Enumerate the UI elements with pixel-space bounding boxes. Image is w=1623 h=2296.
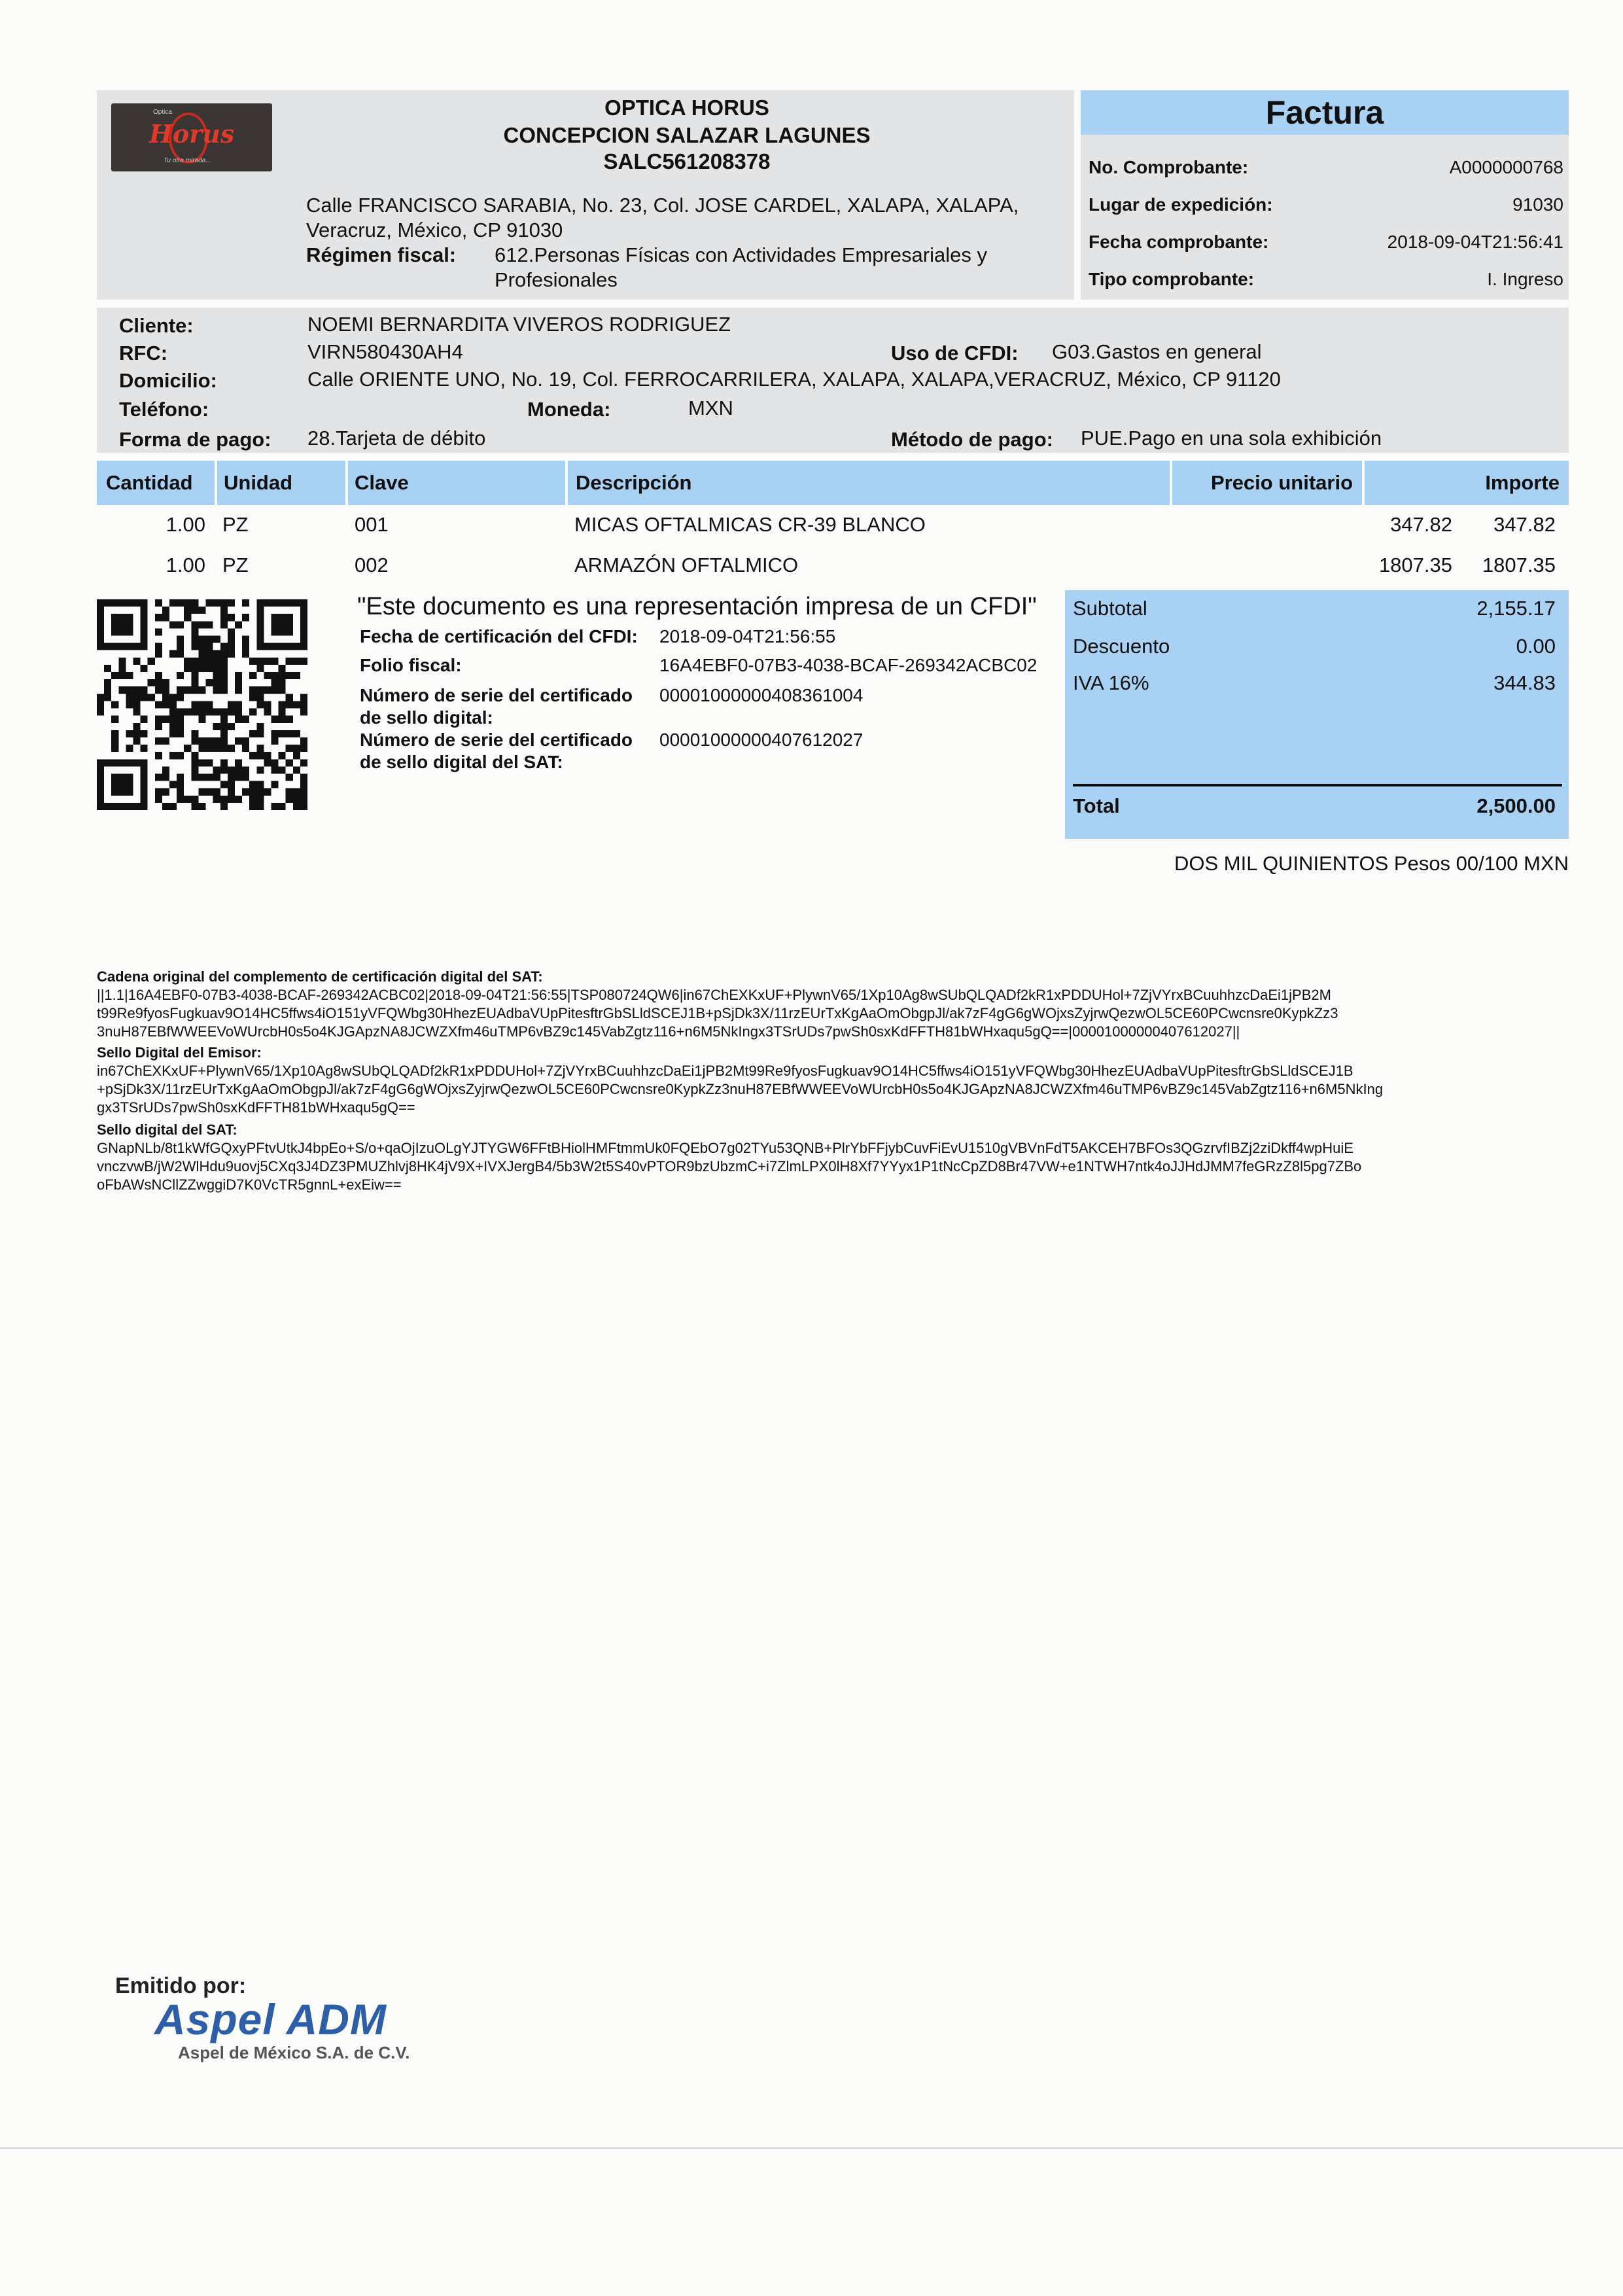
domicilio-value: Calle ORIENTE UNO, No. 19, Col. FERROCARRILERA, XALAPA, XALAPA,VERACRUZ, México, CP 91120 bbox=[307, 368, 1281, 391]
fecha-certificacion-label: Fecha de certificación del CFDI: bbox=[360, 626, 638, 646]
table-row bbox=[97, 506, 1569, 547]
cadena-original-line: t99Re9fyosFugkuav9O14HC5ffws4iO151yVFQWbg30HhezEUAdbaVUpPitesftrGbSLldSCEJ1B+pSjDk3X/11rzEUrTxKgAaOmObgpJl/ak7zF4gG6gWOjxsZyjrwQezwOL5CE60PCwcnsre0KypkZz3 bbox=[97, 1005, 1338, 1021]
sello-emisor-line: gx3TSrUDs7pwSh0sxKdFFTH81bWHxaqu5gQ== bbox=[97, 1099, 415, 1116]
col-header-clave: Clave bbox=[348, 461, 565, 505]
uso-cfdi-value: G03.Gastos en general bbox=[1052, 340, 1262, 363]
serie-emisor-label-1: Número de serie del certificado bbox=[360, 685, 633, 705]
forma-pago-label: Forma de pago: bbox=[119, 428, 271, 451]
fecha-certificacion-value: 2018-09-04T21:56:55 bbox=[659, 626, 836, 646]
issuer-address-line2: Veracruz, México, CP 91030 bbox=[306, 219, 563, 241]
sello-sat-line: oFbAWsNCllZZwggiD7K0VcTR5gnnL+exEiw== bbox=[97, 1176, 402, 1193]
cell-clave: 001 bbox=[355, 513, 389, 536]
serie-sat-value: 00001000000407612027 bbox=[659, 730, 864, 750]
regimen-label: Régimen fiscal: bbox=[306, 243, 457, 266]
metodo-pago-value: PUE.Pago en una sola exhibición bbox=[1081, 427, 1382, 450]
fecha-comprobante-label: Fecha comprobante: bbox=[1089, 232, 1269, 252]
sello-emisor-line: in67ChEXKxUF+PlywnV65/1Xp10Ag8wSUbQLQADf2kR1xPDDUHol+7ZjVYrxBCuuhhzcDaEi1jPB2Mt99Re9fyosFugkuav9O14HC5ffws4iO151yVFQWbg30HhezEUAdbaVUpPitesftrGbSLldSCEJ1B bbox=[97, 1063, 1353, 1079]
col-header-importe: Importe bbox=[1365, 461, 1569, 505]
total-label: Total bbox=[1073, 794, 1120, 817]
cadena-original-line: 3nuH87EBfWWEEVoWUrcbH0s5o4KJGApzNA8JCWZXfm46uTMP6vBZ9c145VabZgtz116+n6M5NkIngx3TSrUDs7pwSh0sxKdFFTH81bWHxaqu5gQ==|00001000000407612027|| bbox=[97, 1023, 1240, 1040]
forma-pago-value: 28.Tarjeta de débito bbox=[307, 427, 486, 450]
optica-horus-logo: Optica Horus Tu otra mirada... bbox=[111, 103, 272, 171]
folio-fiscal-value: 16A4EBF0-07B3-4038-BCAF-269342ACBC02 bbox=[659, 655, 1038, 675]
total-value: 2,500.00 bbox=[1476, 794, 1556, 817]
cliente-label: Cliente: bbox=[119, 314, 194, 337]
tipo-comprobante-value: I. Ingreso bbox=[1487, 269, 1563, 289]
cell-descripcion: MICAS OFTALMICAS CR-39 BLANCO bbox=[574, 513, 926, 536]
page-bottom-edge bbox=[0, 2147, 1623, 2149]
col-header-cantidad: Cantidad bbox=[97, 461, 215, 505]
cfdi-statement: "Este documento es una representación impresa de un CFDI" bbox=[357, 593, 1037, 620]
sello-sat-label: Sello digital del SAT: bbox=[97, 1122, 237, 1138]
invoice-title: Factura bbox=[1265, 94, 1384, 131]
metodo-pago-label: Método de pago: bbox=[891, 428, 1053, 451]
cadena-original-line: ||1.1|16A4EBF0-07B3-4038-BCAF-269342ACBC02|2018-09-04T21:56:55|TSP080724QW6|in67ChEXKxUF+PlywnV65/1Xp10Ag8wSUbQLQADf2kR1xPDDUHol+7ZjVYrxBCuuhhzcDaEi1jPB2M bbox=[97, 987, 1331, 1003]
cell-cantidad: 1.00 bbox=[166, 513, 205, 536]
subtotal-label: Subtotal bbox=[1073, 597, 1147, 620]
no-comprobante-label: No. Comprobante: bbox=[1089, 157, 1249, 177]
subtotal-value: 2,155.17 bbox=[1476, 597, 1556, 620]
emitido-por-label: Emitido por: bbox=[115, 1973, 247, 1998]
uso-cfdi-label: Uso de CFDI: bbox=[891, 342, 1019, 364]
cell-descripcion: ARMAZÓN OFTALMICO bbox=[574, 554, 799, 576]
iva-value: 344.83 bbox=[1493, 671, 1556, 694]
serie-emisor-value: 00001000000408361004 bbox=[659, 685, 864, 705]
owner-name: CONCEPCION SALAZAR LAGUNES bbox=[503, 123, 871, 147]
lugar-expedicion-label: Lugar de expedición: bbox=[1089, 194, 1273, 215]
issuer-rfc: SALC561208378 bbox=[603, 149, 771, 173]
issuer-address-line1: Calle FRANCISCO SARABIA, No. 23, Col. JOSE CARDEL, XALAPA, XALAPA, bbox=[306, 194, 1019, 217]
sello-sat-line: vnczvwB/jW2WlHdu9uovj5CXq3J4DZ3PMUZhlvj8HK4jV9X+IVXJergB4/5b3W2t5S40vPTOR9bzUbzmC+i7ZlmLPX0lH8Xf7YYyx1P1tNcCpZD8Br47VW+e1NTWH7ntk4oJJHdJMM7feGRzZ8l5pg7ZBo bbox=[97, 1158, 1362, 1174]
cliente-value: NOEMI BERNARDITA VIVEROS RODRIGUEZ bbox=[307, 313, 731, 336]
cell-importe: 1807.35 bbox=[1482, 554, 1556, 576]
col-header-descripcion: Descripción bbox=[568, 461, 1170, 505]
serie-emisor-label-2: de sello digital: bbox=[360, 707, 493, 728]
cell-clave: 002 bbox=[355, 554, 389, 576]
invoice-title-bar bbox=[1081, 90, 1569, 135]
cell-precio-unitario: 1807.35 bbox=[1378, 554, 1452, 576]
col-header-unidad: Unidad bbox=[217, 461, 345, 505]
cell-cantidad: 1.00 bbox=[166, 554, 205, 576]
aspel-adm-logo: Aspel ADM bbox=[154, 1995, 387, 2043]
telefono-label: Teléfono: bbox=[119, 398, 209, 421]
moneda-value: MXN bbox=[688, 397, 733, 419]
cell-importe: 347.82 bbox=[1493, 513, 1556, 536]
table-row bbox=[97, 547, 1569, 588]
sello-emisor-line: +pSjDk3X/11rzEUrTxKgAaOmObgpJl/ak7zF4gG6gWOjxsZyjrwQezwOL5CE60PCwcnsre0KypkZz3nuH87EBfWWEEVoWUrcbH0s5o4KJGApzNA8JCWZXfm46uTMP6vBZ9c145VabZgtz116+n6M5NkIng bbox=[97, 1081, 1384, 1097]
serie-sat-label-1: Número de serie del certificado bbox=[360, 730, 633, 750]
client-rfc-value: VIRN580430AH4 bbox=[307, 340, 463, 363]
iva-label: IVA 16% bbox=[1073, 671, 1149, 694]
descuento-label: Descuento bbox=[1073, 635, 1170, 658]
serie-sat-label-2: de sello digital del SAT: bbox=[360, 752, 563, 772]
lugar-expedicion-value: 91030 bbox=[1512, 194, 1563, 215]
col-header-precio-unitario: Precio unitario bbox=[1172, 461, 1362, 505]
client-rfc-label: RFC: bbox=[119, 342, 168, 364]
qr-code-icon bbox=[97, 599, 307, 810]
folio-fiscal-label: Folio fiscal: bbox=[360, 655, 462, 675]
no-comprobante-value: A0000000768 bbox=[1449, 157, 1563, 177]
business-name: OPTICA HORUS bbox=[604, 96, 769, 120]
moneda-label: Moneda: bbox=[527, 398, 611, 421]
descuento-value: 0.00 bbox=[1516, 635, 1556, 658]
aspel-company-name: Aspel de México S.A. de C.V. bbox=[178, 2043, 410, 2062]
sello-emisor-label: Sello Digital del Emisor: bbox=[97, 1044, 262, 1061]
regimen-value-line1: 612.Personas Físicas con Actividades Empresariales y bbox=[495, 243, 987, 266]
cell-unidad: PZ bbox=[222, 513, 249, 536]
cadena-original-label: Cadena original del complemento de certificación digital del SAT: bbox=[97, 968, 543, 985]
total-divider bbox=[1073, 784, 1562, 786]
cell-precio-unitario: 347.82 bbox=[1390, 513, 1452, 536]
regimen-value-line2: Profesionales bbox=[495, 268, 618, 291]
amount-in-words: DOS MIL QUINIENTOS Pesos 00/100 MXN bbox=[1174, 852, 1569, 875]
fecha-comprobante-value: 2018-09-04T21:56:41 bbox=[1387, 232, 1563, 252]
tipo-comprobante-label: Tipo comprobante: bbox=[1089, 269, 1255, 289]
cell-unidad: PZ bbox=[222, 554, 249, 576]
sello-sat-line: GNapNLb/8t1kWfGQxyPFtvUtkJ4bpEo+S/o+qaOjIzuOLgYJTYGW6FFtBHiolHMFtmmUk0FQEbO7g02TYu53QNB+PlrYbFFjybCuvFiEvU1510gVBVnFdT5AKCEH7BFOs3QGzrvfIBZj2ziDkff4wpHuiE bbox=[97, 1140, 1353, 1156]
domicilio-label: Domicilio: bbox=[119, 369, 217, 392]
